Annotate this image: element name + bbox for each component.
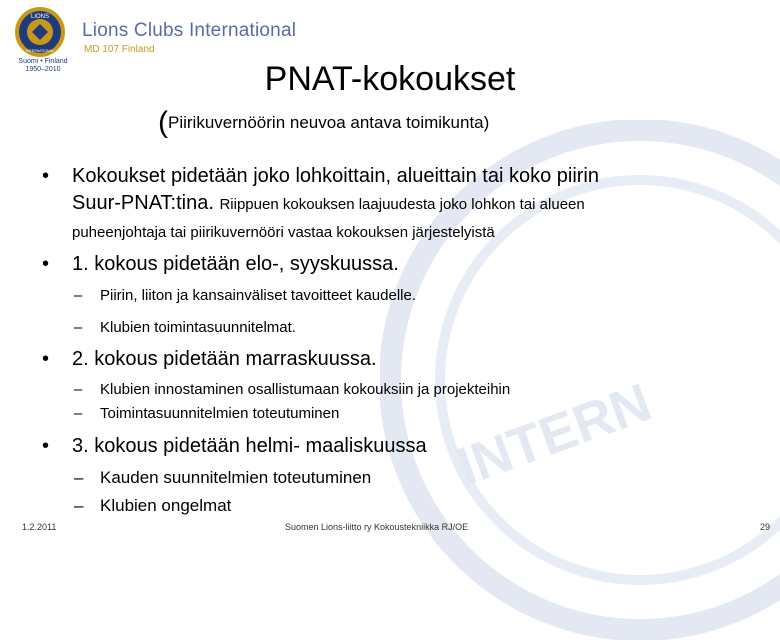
sub-bullet [74,381,510,398]
bullet-line: Kokoukset pidetään joko lohkoittain, alueittain tai koko piirin [72,165,599,187]
bullet-marker: • [42,253,50,275]
bullet-marker: • [42,165,50,187]
logo-text-bottom: INTERNATIONAL [26,49,54,53]
sub-bullet-text: Toimintasuunnitelmien toteutuminen [100,405,340,422]
bullet-line: puheenjohtaja tai piirikuvernööri vastaa kokouksen järjestelyistä [72,224,495,241]
bullet-text: 2. kokous pidetään marraskuussa. [72,348,377,370]
dash-marker: – [74,468,84,487]
sub-bullet [74,496,231,516]
footer-center-text: Suomen Lions-liitto ry Kokoustekniikka RJ/OE [285,522,469,532]
district-label: MD 107 Finland [84,44,155,55]
org-name: Lions Clubs International [82,20,297,41]
sub-bullet [74,468,371,488]
bullet-marker: • [42,348,50,370]
slide-title [0,60,780,99]
sub-bullet-text: Klubien innostaminen osallistumaan kokouksiin ja projekteihin [100,381,511,398]
sub-bullet-text: Kauden suunnitelmien toteutuminen [100,468,372,487]
slide-subtitle [158,106,489,140]
footer-date: 1.2.2011 [22,522,57,532]
slide-footer [0,522,780,536]
bullet-text: 3. kokous pidetään helmi- maaliskuussa [72,435,427,457]
subtitle-paren: ( [158,106,168,139]
bullet-line-part: Suur-PNAT:tina. [72,192,220,214]
bullet-line-part: Riippuen kokouksen laajuudesta joko lohkon tai alueen [219,196,585,213]
dash-marker: – [74,405,83,422]
bullet-text [72,163,732,248]
dash-marker: – [74,319,83,336]
dash-marker: – [74,381,83,398]
bullet-marker: • [42,435,50,457]
subtitle-text: Piirikuvernöörin neuvoa antava toimikunta) [168,113,490,132]
bullet-line [72,190,732,218]
logo-caption-line2: 1950–2010 [25,66,61,73]
sub-bullet [74,319,296,336]
sub-bullet [74,405,339,422]
sub-bullet [74,287,416,304]
dash-marker: – [74,287,83,304]
logo-caption-line1: Suomi • Finland [18,58,68,65]
svg-text:INTERN: INTERN [449,372,659,498]
logo-text-top: LIONS [30,14,50,20]
bullet-text: 1. kokous pidetään elo-, syyskuussa. [72,253,399,275]
slide-title-text: PNAT-kokoukset [264,60,516,98]
sub-bullet-text: Klubien toimintasuunnitelmat. [100,319,296,336]
dash-marker: – [74,496,84,515]
page-number: 29 [759,522,770,532]
sub-bullet-text: Piirin, liiton ja kansainväliset tavoitteet kaudelle. [100,287,417,304]
sub-bullet-text: Klubien ongelmat [100,496,232,515]
lions-logo-icon [14,6,66,58]
